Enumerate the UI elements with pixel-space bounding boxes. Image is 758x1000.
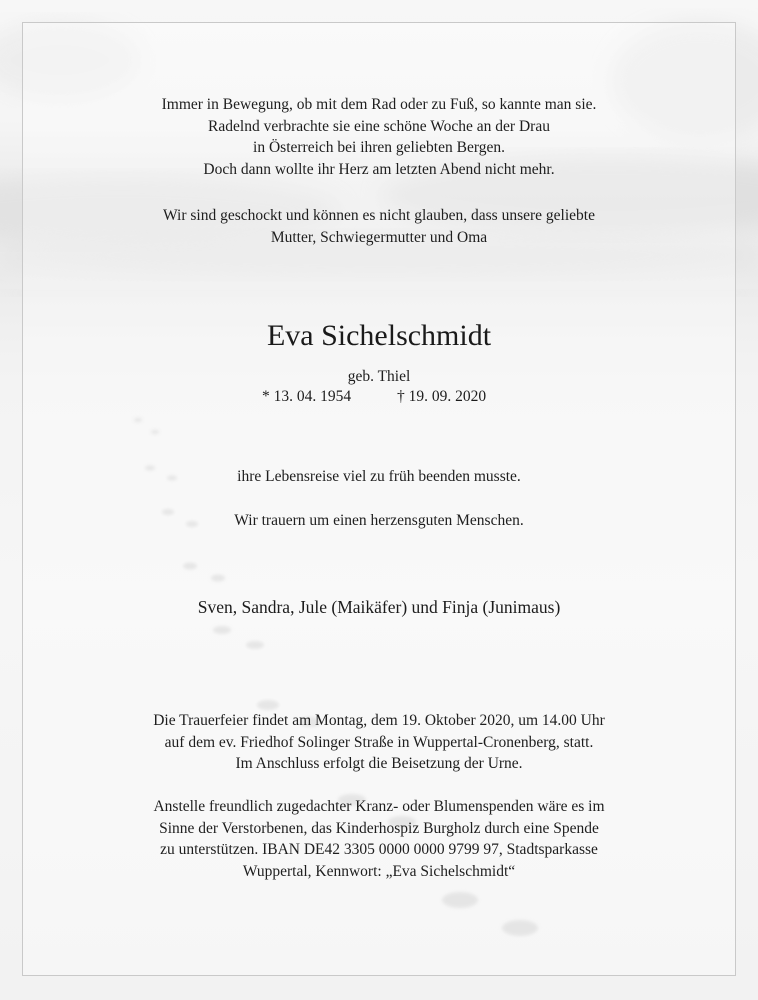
family-names: Sven, Sandra, Jule (Maikäfer) und Finja (Junimaus) <box>197 597 561 617</box>
journey-line: ihre Lebensreise viel zu früh beenden musste. <box>237 468 521 485</box>
ceremony-line: auf dem ev. Friedhof Solinger Straße in Wuppertal-Cronenberg, statt. <box>164 733 594 751</box>
intro-verse <box>0 94 758 180</box>
donation-line: Anstelle freundlich zugedachter Kranz- oder Blumenspenden wäre es im <box>153 798 605 815</box>
intro-line: Immer in Bewegung, ob mit dem Rad oder zu Fuß, so kannte man sie. <box>161 96 597 113</box>
maiden-name: geb. Thiel <box>347 368 411 385</box>
donation-line: Wuppertal, Kennwort: „Eva Sichelschmidt“ <box>242 862 516 880</box>
intro-line: Doch dann wollte ihr Herz am letzten Abend nicht mehr. <box>203 160 555 178</box>
ceremony-line: Im Anschluss erfolgt die Beisetzung der Urne. <box>235 755 523 772</box>
donation-line: zu unterstützen. IBAN DE42 3305 0000 0000 9799 97, Stadtsparkasse <box>160 841 598 858</box>
shock-paragraph <box>0 205 758 248</box>
shock-line: Wir sind geschockt und können es nicht glauben, dass unsere geliebte <box>163 207 595 224</box>
intro-line: Radelnd verbrachte sie eine schöne Woche an der Drau <box>208 117 550 135</box>
ceremony-line: Die Trauerfeier findet am Montag, dem 19. Oktober 2020, um 14.00 Uhr <box>153 712 605 729</box>
death-date: † 19. 09. 2020 <box>397 388 487 405</box>
birth-date: * 13. 04. 1954 <box>262 388 352 405</box>
shock-line: Mutter, Schwiegermutter und Oma <box>270 228 488 246</box>
intro-line: in Österreich bei ihren geliebten Bergen. <box>253 139 505 156</box>
deceased-name: Eva Sichelschmidt <box>266 319 492 352</box>
ceremony-info <box>0 710 758 775</box>
mourning-line: Wir trauern um einen herzensguten Menschen. <box>234 512 524 529</box>
donation-info <box>0 796 758 882</box>
donation-line: Sinne der Verstorbenen, das Kinderhospiz Burgholz durch eine Spende <box>159 819 599 837</box>
